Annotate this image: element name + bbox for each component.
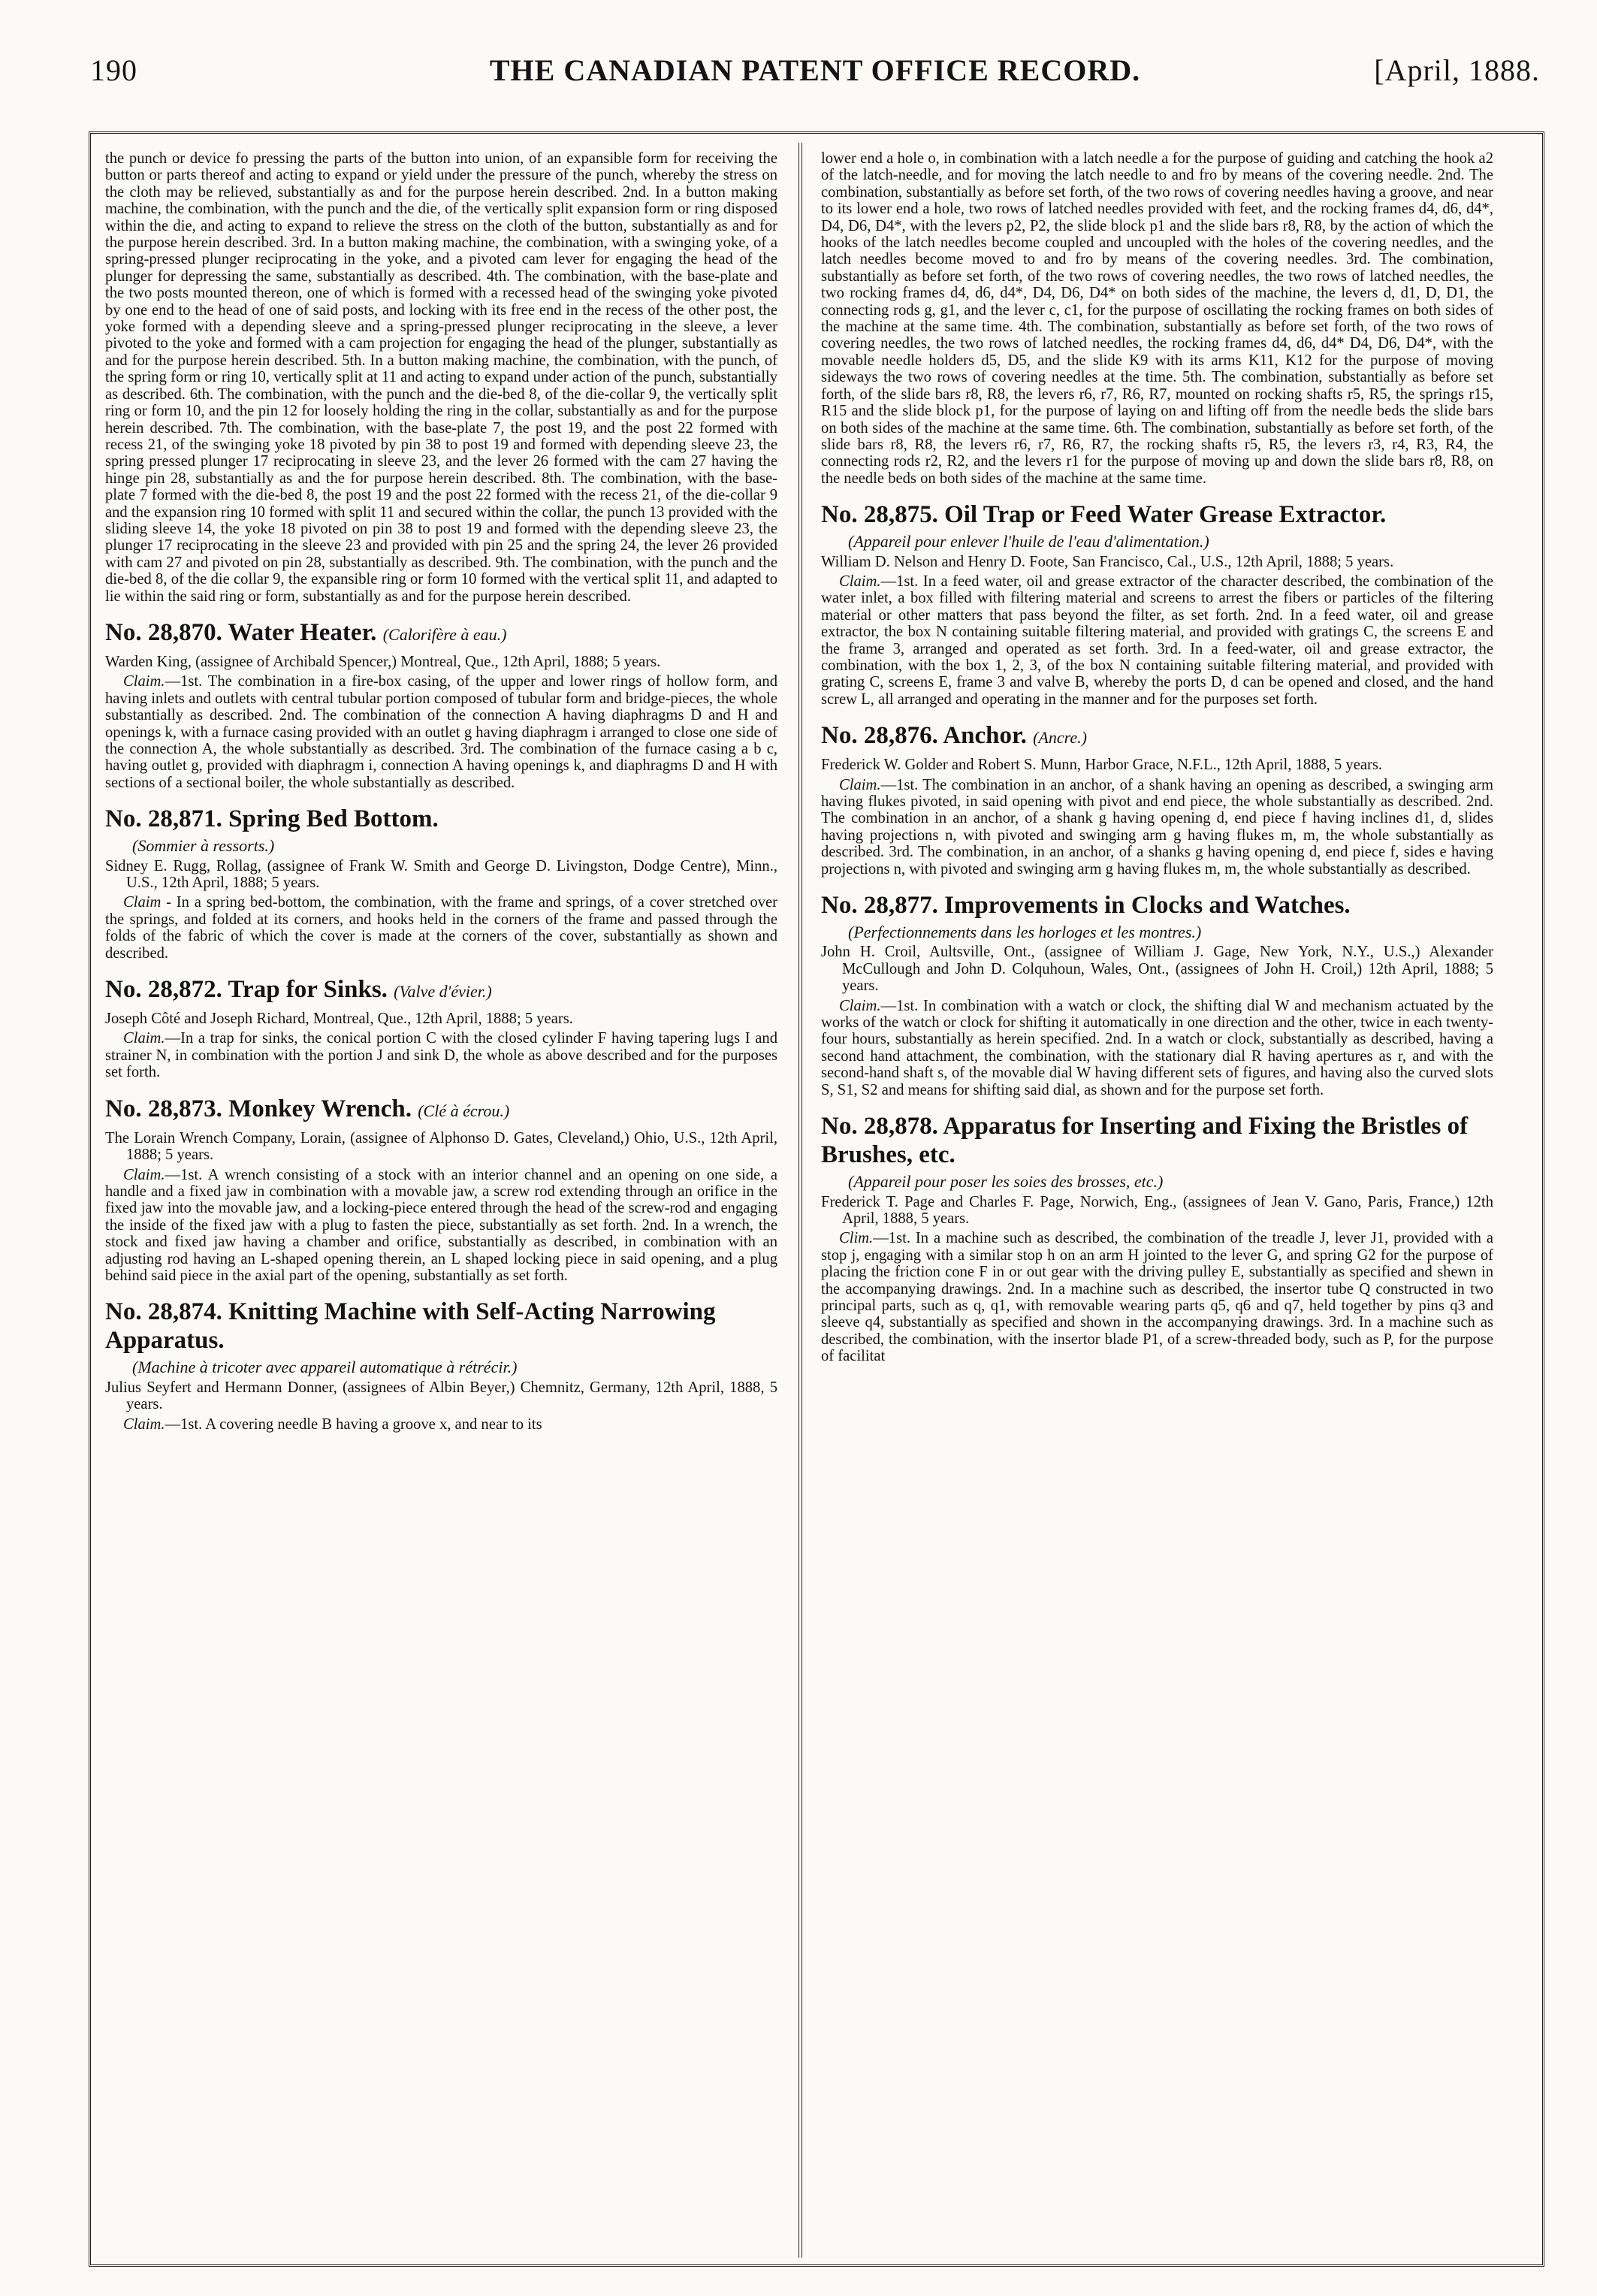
- claim-text: Claim.—1st. The combination in an anchor, of a shank having an opening as described, a swinging arm having flukes pivoted, in said opening with pivot and end piece, the whole substantially as described. 2nd. The combination in an anchor, of a shank g having opening d, end piece f having inclines d1, d, slides having projections n, with pivoted and swinging arm g having flukes m, m, the whole substantially as described. 3rd. The combination, in an anchor, of a shanks g having opening d, end piece f, sides e having projections n, with pivoted and swinging arm g having flukes m, m, the whole substantially as described.: [821, 776, 1493, 878]
- french-title: (Appareil pour enlever l'huile de l'eau d'alimentation.): [848, 532, 1209, 551]
- patent-title: Water Heater.: [228, 618, 377, 646]
- patent-number: No. 28,878.: [821, 1113, 938, 1140]
- claim-text: Claim.—In a trap for sinks, the conical portion C with the closed cylinder F having tapering lugs I and strainer N, in combination with the portion J and sink D, the whole as above described and for the purposes set forth.: [105, 1030, 777, 1081]
- patent-title: Knitting Machine with Self-Acting Narrowing Apparatus.: [105, 1298, 716, 1355]
- claim-text: Claim.—1st. In combination with a watch or clock, the shifting dial W and mechanism actuated by the works of the watch or clock for shifting it automatically in one direction and the other, twice in each twenty-four hours, substantially as herein specified. 2nd. In a watch or clock, substantially as described, having a second hand attachment, the combination, with the stationary dial R having apertures as r, and with the second-hand shaft s, of the movable dial W having different sets of figures, and having also the curved slots S, S1, S2 and means for shifting said dial, as shown and for the purpose set forth.: [821, 997, 1493, 1098]
- patent-title: Apparatus for Inserting and Fixing the Bristles of Brushes, etc.: [821, 1113, 1469, 1169]
- claim-text: Claim - In a spring bed-bottom, the combination, with the frame and springs, of a cover stretched over the springs, and folded at its corners, and hooks held in the corners of the frame and passed through the folds of the fabric of which the cover is made at the corners of the cover, substantially as shown and described.: [105, 894, 777, 962]
- patent-entry: [821, 1112, 1493, 1364]
- patent-title: Improvements in Clocks and Watches.: [944, 892, 1351, 920]
- grantee: Frederick W. Golder and Robert S. Munn, Harbor Grace, N.F.L., 12th April, 1888, 5 years.: [821, 757, 1383, 774]
- issue-date: [April, 1888.: [1374, 53, 1540, 87]
- claim-label: Claim.: [839, 997, 881, 1014]
- claim-text: Claim.—1st. A wrench consisting of a stock with an interior channel and an opening on one side, a handle and a fixed jaw in combination with a movable jaw, a screw rod extending through an orifice in the fixed jaw into the movable jaw, and a locking-piece entered through the head of the screw-rod and engaging the inside of the fixed jaw with a plug to fasten the piece, substantially as set forth. 2nd. In a wrench, the stock and fixed jaw having a chamber and orifice, substantially as described, in combination with an adjusting rod having an L-shaped opening therein, an L shaped locking piece in said opening, and a plug behind said piece in the axial part of the opening, substantially as set forth.: [105, 1166, 777, 1284]
- patent-number: No. 28,870.: [105, 618, 222, 646]
- grantee: John H. Croil, Aultsville, Ont., (assignee of William J. Gage, New York, N.Y., U.S.,) Alexander McCullough and John D. Colquhoun, Wales, Ont., (assignees of John H. Croil,) 12th April, 1888; 5 years.: [821, 944, 1493, 995]
- claim-label: Claim.: [839, 572, 881, 590]
- patent-entry: [105, 975, 777, 1081]
- entry-heading: [821, 1112, 1493, 1169]
- patent-title: Oil Trap or Feed Water Grease Extractor.: [944, 501, 1387, 529]
- left-column: [105, 150, 777, 2246]
- grantee: Sidney E. Rugg, Rollag, (assignee of Frank W. Smith and George D. Livingston, Dodge Centre), Minn., U.S., 12th April, 1888; 5 years.: [105, 857, 777, 892]
- patent-entry: [821, 500, 1493, 708]
- entry-heading: [105, 618, 777, 649]
- patent-number: No. 28,873.: [105, 1095, 222, 1122]
- patent-entry: [105, 805, 777, 962]
- page-header: [90, 53, 1540, 98]
- patent-number: No. 28,876.: [821, 722, 938, 750]
- grantee: Warden King, (assignee of Archibald Spencer,) Montreal, Que., 12th April, 1888; 5 years.: [105, 653, 661, 670]
- french-title: (Appareil pour poser les soies des brosses, etc.): [848, 1172, 1164, 1192]
- patent-number: No. 28,874.: [105, 1298, 222, 1326]
- patent-number: No. 28,871.: [105, 805, 222, 833]
- claim-label: Claim.: [123, 1415, 165, 1433]
- patent-entry: [821, 721, 1493, 878]
- right-column: [821, 150, 1493, 2246]
- column-divider: [798, 143, 802, 2258]
- claim-label: Claim.: [839, 776, 881, 793]
- page-number: 190: [90, 53, 137, 87]
- patent-entry: [105, 618, 777, 791]
- claim-text: Clim.—1st. In a machine such as described, the combination of the treadle J, lever J1, provided with a stop j, engaging with a similar stop h on an arm H jointed to the lever G, and spring G2 for the purpose of placing the friction cone F in or out gear with the driving pulley E, substantially as specified and shewn in the accompanying drawings. 2nd. In a machine such as described, the insertor tube Q constructed in two principal parts, such as q, q1, with removable wearing parts q5, q6 and q7, held together by pins q3 and sleeve q4, substantially as specified and shown in the accompanying drawings. 3rd. In a machine such as described, the combination, with the insertor blade P1, of a screw-threaded body, such as P, for the purpose of facilitat: [821, 1230, 1493, 1365]
- french-title: (Ancre.): [1033, 728, 1087, 748]
- grantee: The Lorain Wrench Company, Lorain, (assignee of Alphonso D. Gates, Cleveland,) Ohio, U.S., 12th April, 1888; 5 years.: [105, 1129, 777, 1164]
- continued-claim: lower end a hole o, in combination with a latch needle a for the purpose of guiding and catching the hook a2 of the latch-needle, and for moving the latch needle to and fro by means of the covering needle. 2nd. The combination, substantially as before set forth, of the two rows of covering needles having a groove, and near to its lower end a hole, two rows of latched needles provided with feet, and the rocking frames d4, d6, d4*, D4, D6, D4*, with the levers p2, P2, the slide block p1 and the slide bars r8, R8, by the action of which the hooks of the latch needles become coupled and uncoupled with the holes of the covering needles, and the latch needles become moved to and fro by means of the covering needles. 3rd. The combination, substantially as before set forth, of the two rows of covering needles, the two rows of latched needles, the two rocking frames d4, d6, d4*, D4, D6, D4* on both sides of the machine, the levers d, d1, D, D1, the connecting rods g, g1, and the lever c, c1, for the purpose of oscillating the rocking frames on both sides of the machine at the same time. 4th. The combination, substantially as before set forth, of the two rows of covering needles, the two rows of latched needles, the rocking frames d4, d6, d4* D4, D6, D4*, with the movable needle holders d5, D5, and the slide K9 with its arms K11, K12 for the purpose of moving sideways the two rows of covering needles at the time. 5th. The combination, substantially as before set forth, of the slide bars r8, R8, the levers r6, r7, R6, R7, mounted on rocking shafts r5, R5, the springs r15, R15 and the slide block p1, for the purpose of laying on and lifting off from the needle beds the slide bars on both sides of the machine at the same time. 6th. The combination, substantially as before set forth, of the slide bars r8, R8, the levers r6, r7, R6, R7, the rocking shafts r5, R5, the levers r3, r4, R3, R4, the connecting rods r2, R2, and the levers r1 for the purpose of moving up and down the slide bars r8, R8, on the needle beds on both sides of the machine at the same time.: [821, 150, 1493, 487]
- patent-number: No. 28,872.: [105, 976, 222, 1004]
- claim-text: Claim.—1st. A covering needle B having a groove x, and near to its: [123, 1415, 542, 1433]
- entry-heading: [105, 1095, 777, 1125]
- french-title: (Calorifère à eau.): [382, 624, 507, 644]
- claim-label: Claim: [123, 894, 162, 911]
- grantee: Joseph Côté and Joseph Richard, Montreal, Que., 12th April, 1888; 5 years.: [105, 1011, 573, 1028]
- french-title: (Valve d'évier.): [394, 982, 492, 1001]
- claim-label: Claim.: [123, 1166, 165, 1183]
- french-title: (Clé à écrou.): [418, 1101, 510, 1120]
- claim-label: Clim.: [839, 1230, 874, 1247]
- entry-heading: [105, 975, 777, 1006]
- claim-text: Claim.—1st. In a feed water, oil and grease extractor of the character described, the combination of the water inlet, a box filled with filtering material and screens to arrest the fibers or particles of the filtering material or other matters that pass beyond the filter, as set forth. 2nd. In a feed water, oil and grease extractor, the box N containing suitable filtering material, and provided with gratings C, the screens E and the frame 3, arranged and operated as set forth. 3rd. In a feed-water, oil and grease extractor, the combination, with the box 1, 2, 3, of the box N containing suitable filtering material, and provided with grating C, screens E, frame 3 and valve B, whereby the ports D, d can be opened and closed, and the hand screw L, all arranged and operating in the manner and for the purposes set forth.: [821, 572, 1493, 708]
- grantee: Frederick T. Page and Charles F. Page, Norwich, Eng., (assignees of Jean V. Gano, Paris, France,) 12th April, 1888, 5 years.: [821, 1193, 1493, 1227]
- grantee: William D. Nelson and Henry D. Foote, San Francisco, Cal., U.S., 12th April, 1888; 5 years.: [821, 553, 1394, 570]
- grantee: Julius Seyfert and Hermann Donner, (assignees of Albin Beyer,) Chemnitz, Germany, 12th April, 1888, 5 years.: [105, 1379, 777, 1413]
- entry-heading: [105, 805, 777, 833]
- claim-label: Claim.: [123, 1030, 165, 1047]
- french-title: (Machine à tricoter avec appareil automatique à rétrécir.): [132, 1358, 518, 1377]
- patent-number: No. 28,877.: [821, 892, 938, 920]
- entry-heading: [821, 500, 1493, 529]
- claim-text: Claim.—1st. The combination in a fire-box casing, of the upper and lower rings of hollow form, and having inlets and outlets with central tubular portion composed of tubular form and bridge-pieces, the whole substantially as described. 2nd. The combination of the connection A having diaphragms D and H and openings k, with a furnace casing provided with an outlet g having diaphragm i arranged to close one side of the connection A, the whole substantially as described. 3rd. The combination of the furnace casing a b c, having outlet g, provided with diaphragm i, connection A having openings k, and diaphragms D and H with sections of a sectional boiler, the whole substantially as described.: [105, 673, 777, 791]
- patent-entry: [105, 1095, 777, 1285]
- patent-entry: [105, 1298, 777, 1433]
- patent-number: No. 28,875.: [821, 501, 938, 529]
- patent-title: Spring Bed Bottom.: [228, 805, 439, 833]
- french-title: (Sommier à ressorts.): [132, 836, 275, 856]
- journal-title: THE CANADIAN PATENT OFFICE RECORD.: [489, 53, 1141, 87]
- patent-entry: [821, 891, 1493, 1098]
- patent-title: Monkey Wrench.: [228, 1095, 412, 1122]
- patent-title: Trap for Sinks.: [228, 976, 388, 1004]
- french-title: (Perfectionnements dans les horloges et les montres.): [848, 923, 1202, 942]
- patent-title: Anchor.: [943, 722, 1027, 750]
- continued-claim: the punch or device fo pressing the parts of the button into union, of an expansible form for receiving the button or parts thereof and acting to expand or yield under the pressure of the punch, whereby the stress on the cloth may be relieved, substantially as and for the purpose herein described. 2nd. In a button making machine, the combination, with the punch and the die, of the vertically split expansion form or ring disposed within the die, and acting to expand to relieve the stress on the cloth of the button, substantially as and for the purpose herein described. 3rd. In a button making machine, the combination, with a swinging yoke, of a spring-pressed plunger reciprocating in the yoke, and a pivoted cam lever for engaging the head of the plunger for depressing the same, substantially as described. 4th. The combination, with the base-plate and the two posts mounted thereon, one of which is formed with a recessed head of the swinging yoke pivoted by one end to the head of one of said posts, and locking with its free end in the recess of the other post, the yoke formed with a depending sleeve and a spring-pressed plunger reciprocating in the sleeve, a lever pivoted to the yoke and formed with a cam projection for engaging the head of the plunger, substantially as and for the purpose herein described. 5th. In a button making machine, the combination, with the punch, of the spring form or ring 10, vertically split at 11 and acting to expand under action of the punch, substantially as described. 6th. The combination, with the punch and the die-bed 8, of the die-collar 9, the vertically split ring or form 10, and the pin 12 for loosely holding the ring in the collar, substantially as and for the purpose herein described. 7th. The combination, with the base-plate 7, the post 19, and the post 22 formed with recess 21, of the swinging yoke 18 pivoted by pin 38 to post 19 and formed with depending sleeve 23, the spring pressed plunger 17 reciprocating in sleeve 23, and the lever 26 formed with the cam 27 having the hinge pin 28, substantially as and the for purpose herein described. 8th. The combination, with the base-plate 7 formed with the die-bed 8, the post 19 and the post 22 formed with the recess 21, of the die-collar 9 and the expansion ring 10 formed with split 11 and secured within the collar, the punch 13 provided with the sliding sleeve 14, the yoke 18 pivoted on pin 38 to post 19 and formed with the depending sleeve 23, the plunger 17 reciprocating in the sleeve 23 and provided with pin 25 and the spring 24, the lever 26 provided with cam 27 and pivoted on pin 28, substantially as described. 9th. The combination, with the punch and the die-bed 8, of the die collar 9, the expansible ring or form 10 formed with the vertical split 11, and adapted to lie within the said ring or form, substantially as and for the purpose herein described.: [105, 150, 777, 605]
- entry-heading: [821, 721, 1493, 752]
- entry-heading: [105, 1298, 777, 1355]
- claim-label: Claim.: [123, 673, 165, 690]
- entry-heading: [821, 891, 1493, 920]
